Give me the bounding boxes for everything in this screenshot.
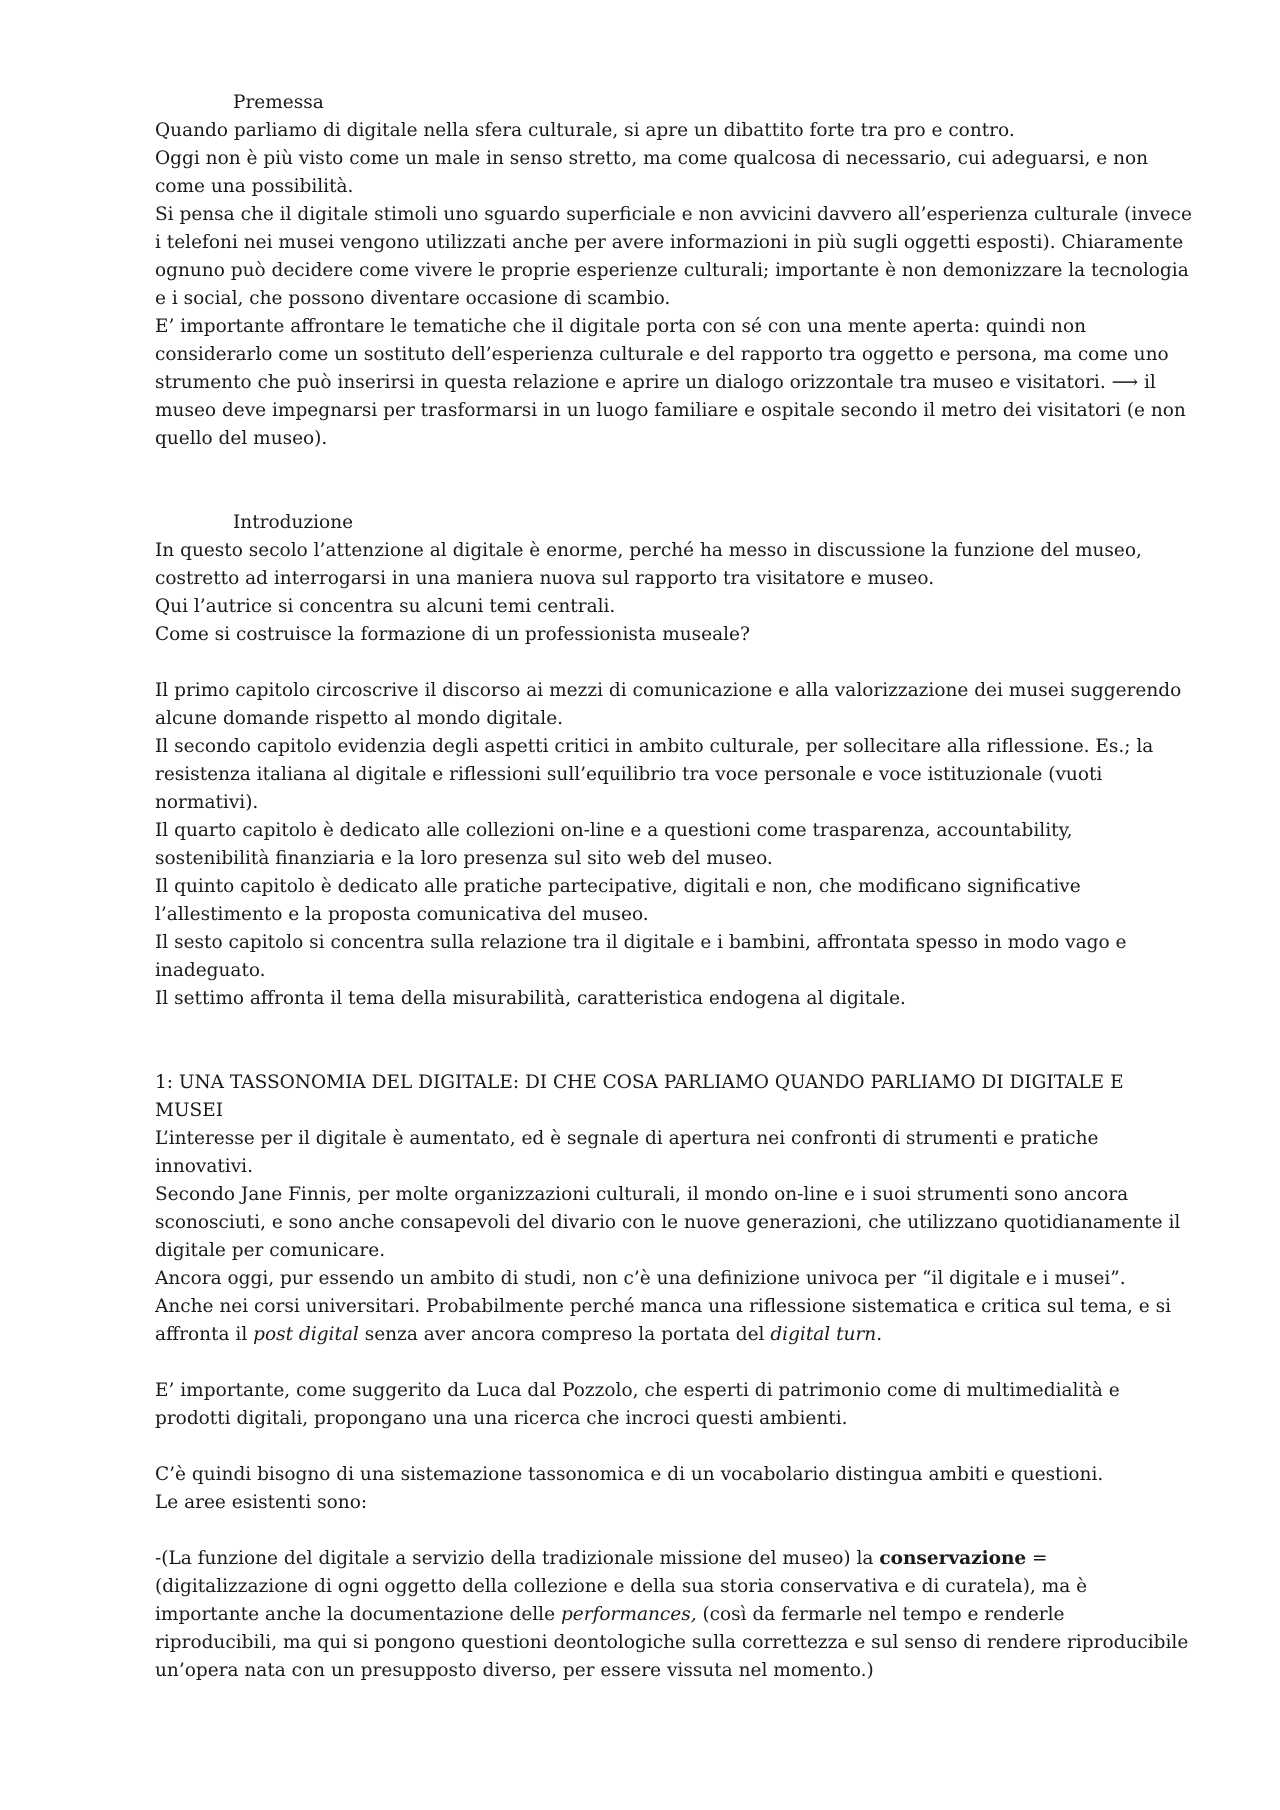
introduzione-line: Qui l’autrice si concentra su alcuni temi centrali. [155, 596, 616, 617]
taxonomy-line: C’è quindi bisogno di una sistemazione tassonomica e di un vocabolario distingua ambiti e questioni. [155, 1464, 1104, 1485]
premessa-line: considerarlo come un sostituto dell’esperienza culturale e del rapporto tra oggetto e persona, ma come uno [155, 344, 1169, 365]
premessa-line: museo deve impegnarsi per trasformarsi in un luogo familiare e ospitale secondo il metro dei visitatori (e non [155, 400, 1186, 421]
text-run: = [1026, 1548, 1048, 1569]
premessa-line: e i social, che possono diventare occasione di scambio. [155, 288, 671, 309]
chapter1-line: L’interesse per il digitale è aumentato, ed è segnale di apertura nei confronti di strumenti e pratiche [155, 1128, 1099, 1149]
text-run: senza aver ancora compreso la portata del [358, 1324, 771, 1345]
chapter-summary-line: sostenibilità finanziaria e la loro presenza sul sito web del museo. [155, 848, 773, 869]
introduzione-line: costretto ad interrogarsi in una maniera nuova sul rapporto tra visitatore e museo. [155, 568, 935, 589]
chapter-summary-line: resistenza italiana al digitale e riflessioni sull’equilibrio tra voce personale e voce istituzionale (vuoti [155, 764, 1103, 785]
conservazione-line: un’opera nata con un presupposto diverso, per essere vissuta nel momento.) [155, 1660, 874, 1681]
taxonomy-line: Le aree esistenti sono: [155, 1492, 368, 1513]
chapter-summary-line: Il sesto capitolo si concentra sulla relazione tra il digitale e i bambini, affrontata spesso in modo vago e [155, 932, 1127, 953]
chapter1-title: 1: UNA TASSONOMIA DEL DIGITALE: DI CHE COSA PARLIAMO QUANDO PARLIAMO DI DIGITALE E [155, 1072, 1124, 1093]
premessa-line: ognuno può decidere come vivere le proprie esperienze culturali; importante è non demonizzare la tecnologia [155, 260, 1189, 281]
chapter1-line: Ancora oggi, pur essendo un ambito di studi, non c’è una definizione univoca per “il digitale e i musei”. [155, 1268, 1126, 1289]
document-page [155, 89, 1200, 1685]
premessa-line: Oggi non è più visto come un male in senso stretto, ma come qualcosa di necessario, cui adeguarsi, e non [155, 148, 1149, 169]
paragraph-spacer [155, 1517, 1200, 1545]
premessa-line: Si pensa che il digitale stimoli uno sguardo superficiale e non avvicini davvero all’esperienza culturale (invece [155, 204, 1192, 225]
premessa-heading: Premessa [233, 92, 324, 113]
premessa-line: strumento che può inserirsi in questa relazione e aprire un dialogo orizzontale tra museo e visitatori. ⟶ il [155, 372, 1156, 393]
pozzolo-line: prodotti digitali, propongano una una ricerca che incroci questi ambienti. [155, 1408, 848, 1429]
chapter-summary-line: inadeguato. [155, 960, 266, 981]
premessa-line: E’ importante affrontare le tematiche che il digitale porta con sé con una mente aperta: quindi non [155, 316, 1087, 337]
section-spacer [155, 453, 1200, 509]
premessa-line: quello del museo). [155, 428, 328, 449]
premessa-line: i telefoni nei musei vengono utilizzati anche per avere informazioni in più sugli oggetti esposti). Chiaramente [155, 232, 1184, 253]
text-run: (così da fermarle nel tempo e renderle [696, 1604, 1065, 1625]
conservazione-line [155, 1601, 1200, 1629]
conservazione-line: (digitalizzazione di ogni oggetto della collezione e della sua storia conservativa e di curatela), ma è [155, 1576, 1088, 1597]
premessa-line: come una possibilità. [155, 176, 354, 197]
introduzione-line: Come si costruisce la formazione di un professionista museale? [155, 624, 750, 645]
chapter-summary-line: Il quarto capitolo è dedicato alle collezioni on-line e a questioni come trasparenza, accountability, [155, 820, 1073, 841]
conservazione-line: riproducibili, ma qui si pongono questioni deontologiche sulla correttezza e sul senso di rendere riproducibile [155, 1632, 1189, 1653]
chapter-summary-line: normativi). [155, 792, 259, 813]
section-spacer [155, 1013, 1200, 1069]
paragraph-spacer [155, 649, 1200, 677]
chapter-summary-line: Il settimo affronta il tema della misurabilità, caratteristica endogena al digitale. [155, 988, 906, 1009]
bold-term: conservazione [879, 1548, 1027, 1569]
chapter-summary-line: Il quinto capitolo è dedicato alle pratiche partecipative, digitali e non, che modificano significative [155, 876, 1081, 897]
chapter1-line-italic-terms [155, 1321, 1200, 1349]
introduzione-heading: Introduzione [233, 512, 354, 533]
text-run: . [876, 1324, 883, 1345]
italic-term: post digital [253, 1324, 359, 1345]
paragraph-spacer [155, 1349, 1200, 1377]
chapter1-line: Secondo Jane Finnis, per molte organizzazioni culturali, il mondo on-line e i suoi strumenti sono ancora [155, 1184, 1129, 1205]
chapter1-line: sconosciuti, e sono anche consapevoli del divario con le nuove generazioni, che utilizzano quotidianamente il [155, 1212, 1181, 1233]
chapter1-line: Anche nei corsi universitari. Probabilmente perché manca una riflessione sistematica e critica sul tema, e si [155, 1296, 1171, 1317]
paragraph-spacer [155, 1433, 1200, 1461]
chapter-summary-line: Il secondo capitolo evidenzia degli aspetti critici in ambito culturale, per sollecitare alla riflessione. Es.; la [155, 736, 1154, 757]
chapter1-line: innovativi. [155, 1156, 253, 1177]
chapter1-title-continued: MUSEI [155, 1100, 224, 1121]
chapter-summary-line: l’allestimento e la proposta comunicativa del museo. [155, 904, 649, 925]
conservazione-line [155, 1545, 1200, 1573]
chapter-summary-line: alcune domande rispetto al mondo digitale. [155, 708, 564, 729]
text-run: -(La funzione del digitale a servizio della tradizionale missione del museo) la [155, 1548, 880, 1569]
text-run: importante anche la documentazione delle [155, 1604, 561, 1625]
italic-term: performances, [560, 1604, 697, 1625]
chapter-summary-line: Il primo capitolo circoscrive il discorso ai mezzi di comunicazione e alla valorizzazione dei musei suggerendo [155, 680, 1182, 701]
pozzolo-line: E’ importante, come suggerito da Luca dal Pozzolo, che esperti di patrimonio come di multimedialità e [155, 1380, 1120, 1401]
italic-term: digital turn [770, 1324, 877, 1345]
text-run: affronta il [155, 1324, 254, 1345]
chapter1-line: digitale per comunicare. [155, 1240, 386, 1261]
premessa-line: Quando parliamo di digitale nella sfera culturale, si apre un dibattito forte tra pro e contro. [155, 120, 1015, 141]
introduzione-line: In questo secolo l’attenzione al digitale è enorme, perché ha messo in discussione la funzione del museo, [155, 540, 1142, 561]
